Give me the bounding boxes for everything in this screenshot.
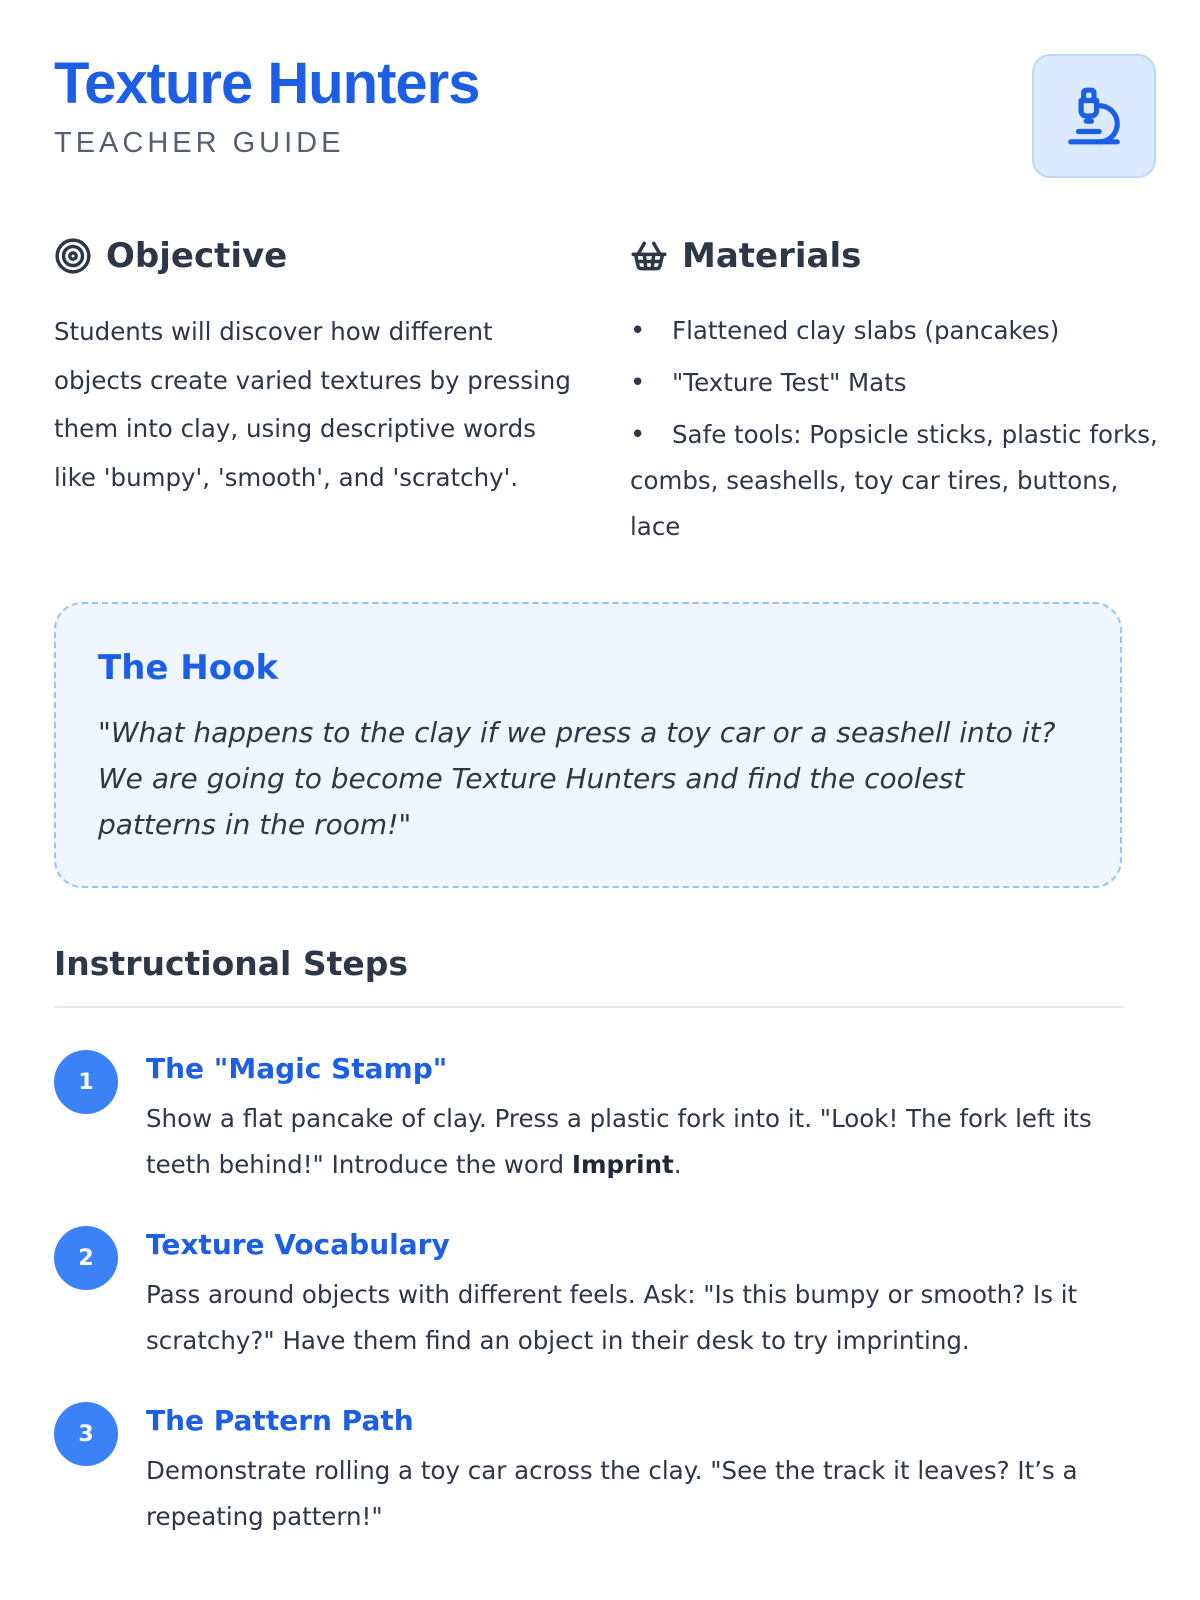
step-title: Texture Vocabulary bbox=[146, 1228, 450, 1261]
list-item: • Safe tools: Popsicle sticks, plastic forks, combs, seashells, toy car tires, buttons, lace bbox=[630, 412, 1160, 550]
materials-heading bbox=[630, 236, 861, 276]
hook-title: The Hook bbox=[98, 648, 279, 688]
objective-heading bbox=[54, 236, 287, 276]
materials-list bbox=[630, 308, 1160, 556]
steps-heading: Instructional Steps bbox=[54, 944, 409, 983]
microscope-icon bbox=[1063, 85, 1125, 147]
page-subtitle: TEACHER GUIDE bbox=[54, 127, 345, 159]
divider bbox=[54, 1006, 1124, 1008]
bullet: • bbox=[630, 368, 646, 398]
lesson-guide-page bbox=[54, 0, 1158, 1600]
step-title: The "Magic Stamp" bbox=[146, 1052, 448, 1085]
list-item: • "Texture Test" Mats bbox=[630, 360, 1160, 406]
objective-heading-label: Objective bbox=[106, 236, 288, 276]
step-number-badge: 2 bbox=[54, 1226, 118, 1290]
basket-icon bbox=[630, 237, 668, 275]
bullet: • bbox=[630, 316, 646, 346]
step-number-badge: 1 bbox=[54, 1050, 118, 1114]
step-body: Demonstrate rolling a toy car across the clay. "See the track it leaves? It’s a repeating pattern!" bbox=[146, 1456, 1078, 1531]
list-item: • Flattened clay slabs (pancakes) bbox=[630, 308, 1160, 354]
step-title: The Pattern Path bbox=[146, 1404, 414, 1437]
header-badge bbox=[1032, 54, 1156, 178]
objective-text: Students will discover how different objects create varied textures by pressing them into clay, using descriptive words like 'bumpy', 'smooth', and 'scratchy'. bbox=[54, 317, 571, 492]
materials-heading-label: Materials bbox=[682, 236, 862, 276]
bullet: • bbox=[630, 420, 646, 450]
vocabulary-term: Imprint bbox=[571, 1150, 674, 1179]
step-body: Show a flat pancake of clay. Press a plastic fork into it. "Look! The fork left its teeth behind!" Introduce the word Imprint. bbox=[146, 1104, 1092, 1179]
target-icon bbox=[54, 237, 92, 275]
step-number-badge: 3 bbox=[54, 1402, 118, 1466]
hook-quote: "What happens to the clay if we press a toy car or a seashell into it? We are going to become Texture Hunters and find the coolest patterns in the room!" bbox=[98, 716, 1056, 841]
page-title: Texture Hunters bbox=[54, 51, 480, 116]
hook-box bbox=[54, 602, 1122, 888]
step-body: Pass around objects with different feels. Ask: "Is this bumpy or smooth? Is it scratchy?" Have them find an object in their desk to try imprinting. bbox=[146, 1280, 1078, 1355]
